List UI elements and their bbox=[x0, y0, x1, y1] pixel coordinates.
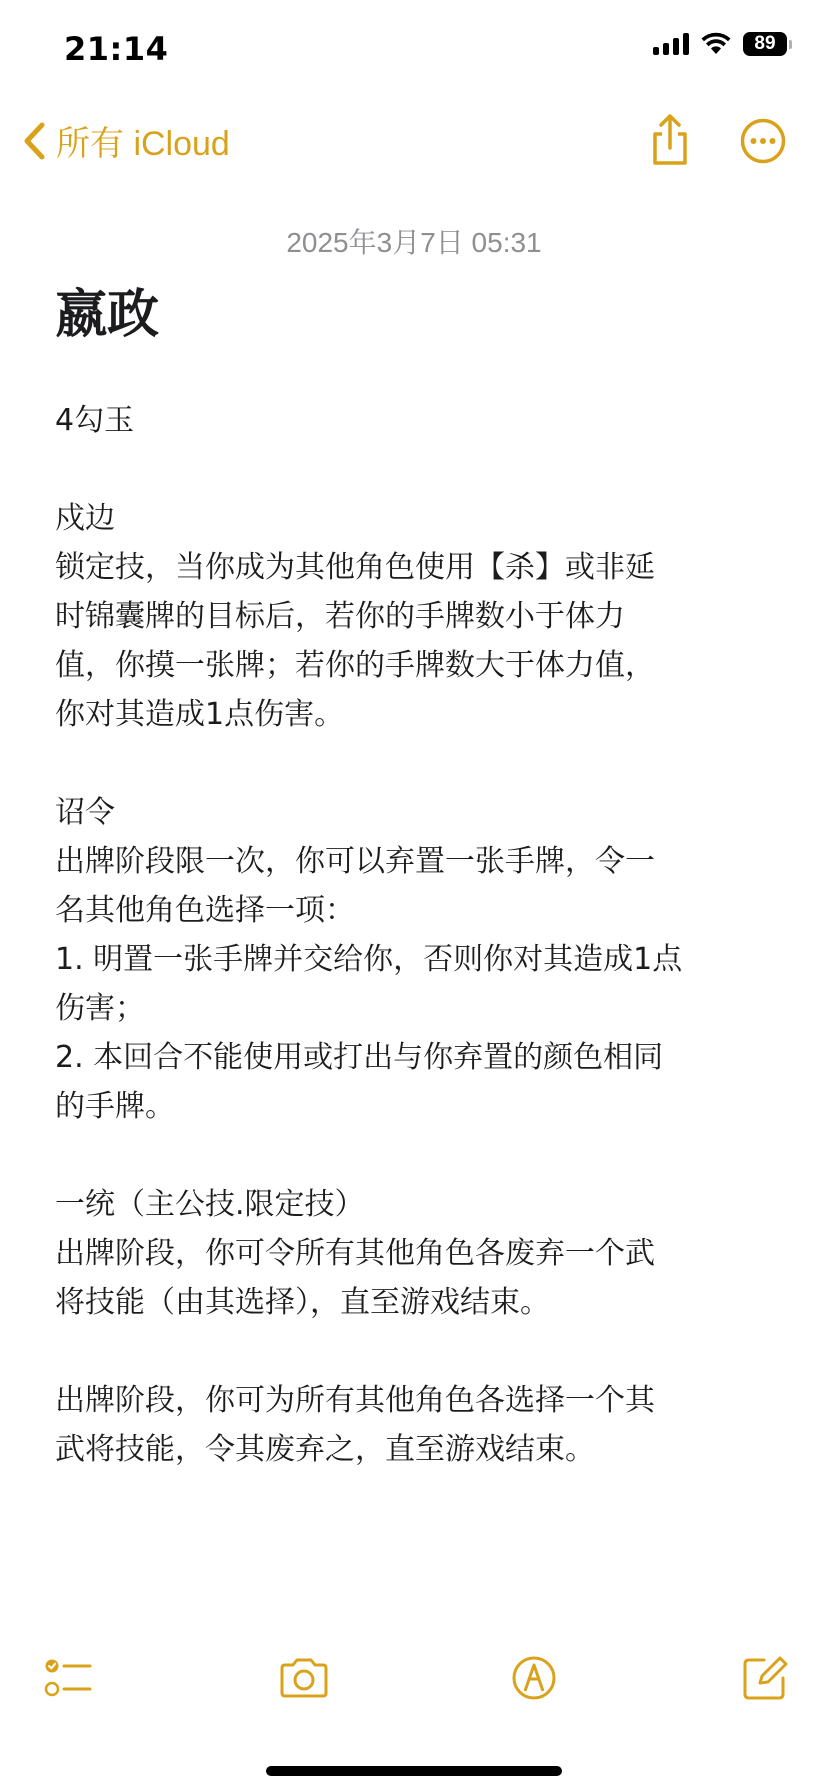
home-indicator bbox=[266, 1766, 562, 1776]
back-button[interactable] bbox=[22, 116, 230, 165]
note-line: 你对其造成1点伤害。 bbox=[55, 697, 345, 732]
back-label: 所有 iCloud bbox=[56, 125, 230, 163]
compose-button[interactable] bbox=[736, 1650, 792, 1706]
bottom-toolbar bbox=[0, 1650, 828, 1710]
note-line: 诏令 bbox=[55, 795, 115, 830]
note-line: 出牌阶段，你可令所有其他角色各废弃一个武 bbox=[55, 1236, 655, 1271]
chevron-left-icon bbox=[22, 121, 46, 161]
note-line: 4勾玉 bbox=[55, 403, 135, 438]
blank-line bbox=[55, 1327, 785, 1376]
compose-icon bbox=[740, 1654, 788, 1702]
nav-bar bbox=[0, 100, 828, 190]
note-line: 1. 明置一张手牌并交给你，否则你对其造成1点 bbox=[55, 942, 683, 977]
wifi-icon bbox=[701, 32, 731, 56]
status-time: 21:14 bbox=[64, 30, 169, 68]
checklist-button[interactable] bbox=[40, 1650, 96, 1706]
note-line: 锁定技，当你成为其他角色使用【杀】或非延 bbox=[55, 550, 655, 585]
checklist-icon bbox=[44, 1656, 92, 1700]
battery-icon bbox=[743, 32, 792, 56]
note-line: 武将技能，令其废弃之，直至游戏结束。 bbox=[55, 1432, 595, 1467]
battery-level: 89 bbox=[743, 32, 787, 56]
note-line: 将技能（由其选择），直至游戏结束。 bbox=[55, 1285, 550, 1320]
markup-button[interactable] bbox=[506, 1650, 562, 1706]
note-line: 名其他角色选择一项： bbox=[55, 893, 355, 928]
note-line: 戍边 bbox=[55, 501, 115, 536]
note-line: 值，你摸一张牌；若你的手牌数大于体力值， bbox=[55, 648, 655, 683]
signal-icon bbox=[653, 33, 689, 55]
more-icon bbox=[740, 118, 786, 164]
more-button[interactable] bbox=[740, 118, 786, 164]
share-icon bbox=[644, 112, 696, 168]
blank-line bbox=[55, 445, 785, 494]
blank-line bbox=[55, 739, 785, 788]
note-line: 一统（主公技.限定技） bbox=[55, 1187, 365, 1222]
note-line: 伤害； bbox=[55, 991, 145, 1026]
blank-line bbox=[55, 1131, 785, 1180]
share-button[interactable] bbox=[644, 112, 696, 168]
markup-icon bbox=[511, 1655, 557, 1701]
status-bar bbox=[0, 0, 828, 100]
camera-icon bbox=[278, 1657, 330, 1699]
note-title[interactable]: 嬴政 bbox=[55, 285, 160, 345]
note-line: 时锦囊牌的目标后，若你的手牌数小于体力 bbox=[55, 599, 625, 634]
note-body[interactable] bbox=[55, 396, 785, 1474]
camera-button[interactable] bbox=[276, 1650, 332, 1706]
note-line: 的手牌。 bbox=[55, 1089, 175, 1124]
note-line: 2. 本回合不能使用或打出与你弃置的颜色相同 bbox=[55, 1040, 664, 1075]
note-line: 出牌阶段限一次，你可以弃置一张手牌，令一 bbox=[55, 844, 655, 879]
note-date: 2025年3月7日 05:31 bbox=[286, 227, 542, 258]
note-line: 出牌阶段，你可为所有其他角色各选择一个其 bbox=[55, 1383, 655, 1418]
status-icons bbox=[653, 32, 792, 56]
